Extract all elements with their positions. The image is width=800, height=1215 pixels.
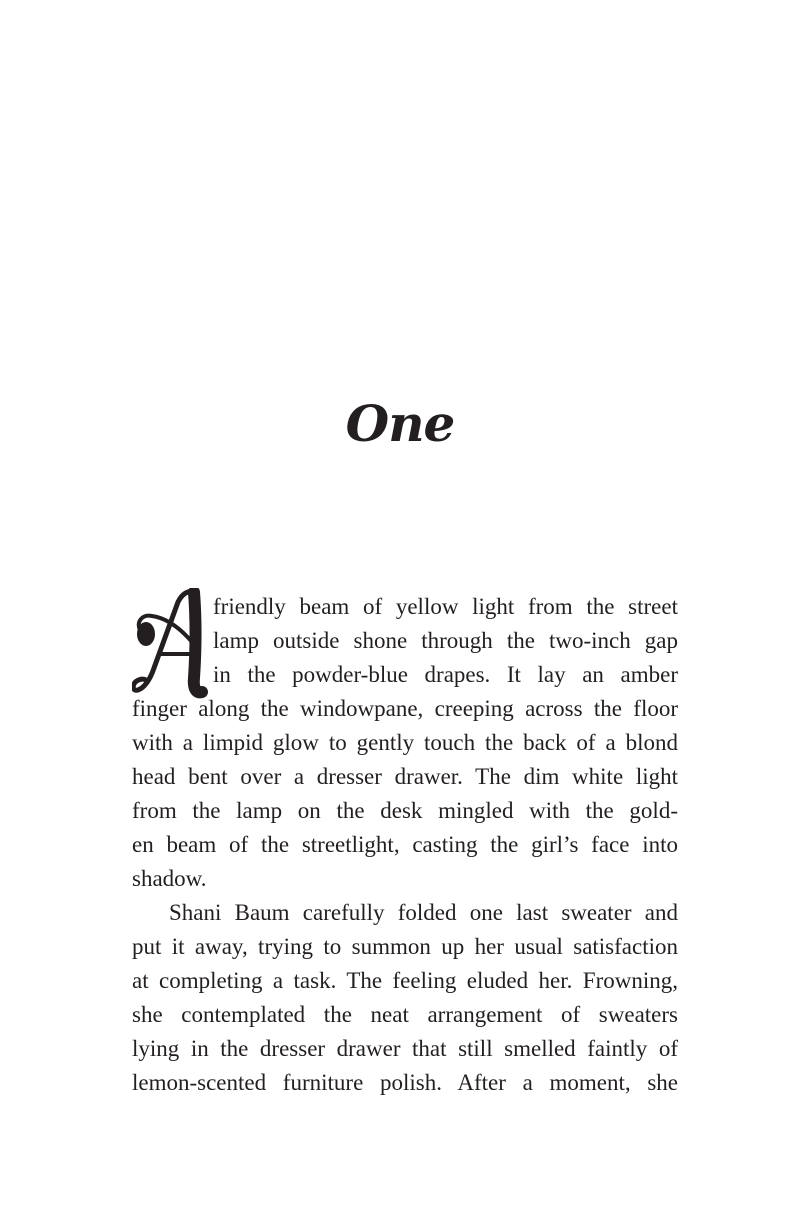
text-line: she contemplated the neat arrangement of sweaters xyxy=(132,1002,678,1027)
paragraph-1-dropcap-lines xyxy=(213,590,678,692)
text-line: in the powder-blue drapes. It lay an amber xyxy=(213,662,678,687)
text-line: lemon-scented furniture polish. After a moment, she xyxy=(132,1070,678,1095)
text-line: lamp outside shone through the two-inch gap xyxy=(213,628,678,653)
text-line: Shani Baum carefully folded one last sweater and xyxy=(169,900,678,925)
chapter-title: One xyxy=(345,394,455,453)
text-line: en beam of the streetlight, casting the girl’s face into xyxy=(132,832,678,857)
text-line: friendly beam of yellow light from the street xyxy=(213,594,678,619)
text-line: with a limpid glow to gently touch the back of a blond xyxy=(132,730,678,755)
paragraph-2 xyxy=(132,896,678,1100)
text-line: head bent over a dresser drawer. The dim white light xyxy=(132,764,678,789)
text-line: put it away, trying to summon up her usual satisfaction xyxy=(132,934,678,959)
text-line: finger along the windowpane, creeping across the floor xyxy=(132,696,678,721)
paragraph-1-body xyxy=(132,692,678,896)
text-line: lying in the dresser drawer that still smelled faintly of xyxy=(132,1036,678,1061)
text-line: from the lamp on the desk mingled with the gold- xyxy=(132,798,678,823)
text-line: at completing a task. The feeling eluded her. Frowning, xyxy=(132,968,678,993)
dropcap-letter xyxy=(132,588,210,700)
text-line: shadow. xyxy=(132,866,207,891)
